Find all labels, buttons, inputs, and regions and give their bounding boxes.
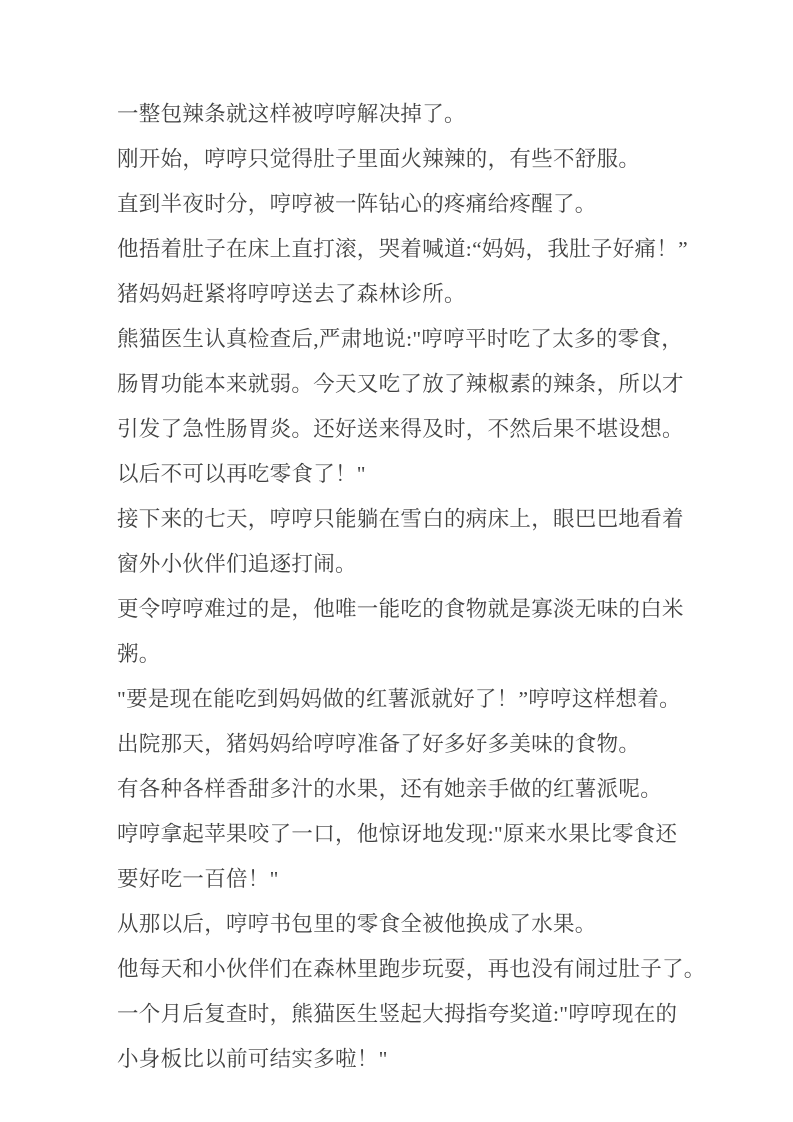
text-line: 哼哼拿起苹果咬了一口，他惊讶地发现:"原来水果比零食还 (117, 822, 678, 846)
text-line: 一整包辣条就这样被哼哼解决掉了。 (117, 102, 466, 126)
text-line: 他每天和小伙伴们在森林里跑步玩耍，再也没有闹过肚子了。 (117, 957, 706, 981)
text-line: 粥。 (117, 642, 161, 666)
text-line: "要是现在能吃到妈妈做的红薯派就好了！”哼哼这样想着。 (117, 687, 681, 711)
text-line: 小身板比以前可结实多啦！" (117, 1047, 388, 1071)
text-line: 窗外小伙伴们追逐打闹。 (117, 552, 357, 576)
text-line: 一个月后复查时，熊猫医生竖起大拇指夸奖道:"哼哼现在的 (117, 1002, 678, 1026)
text-line: 有各种各样香甜多汁的水果，还有她亲手做的红薯派呢。 (117, 777, 663, 801)
text-line: 接下来的七天，哼哼只能躺在雪白的病床上，眼巴巴地看着 (117, 507, 684, 531)
text-line: 从那以后，哼哼书包里的零食全被他换成了水果。 (117, 912, 597, 936)
text-line: 肠胃功能本来就弱。今天又吃了放了辣椒素的辣条，所以才 (117, 372, 684, 396)
story-text-block (117, 92, 717, 1082)
text-line: 熊猫医生认真检查后,严肃地说:"哼哼平时吃了太多的零食， (117, 327, 684, 351)
text-line: 要好吃一百倍！" (117, 867, 279, 891)
text-line: 刚开始，哼哼只觉得肚子里面火辣辣的，有些不舒服。 (117, 147, 641, 171)
text-line: 引发了急性肠胃炎。还好送来得及时，不然后果不堪设想。 (117, 417, 684, 441)
text-line: 更令哼哼难过的是，他唯一能吃的食物就是寡淡无味的白米 (117, 597, 684, 621)
text-line: 出院那天，猪妈妈给哼哼准备了好多好多美味的食物。 (117, 732, 641, 756)
text-line: 直到半夜时分，哼哼被一阵钻心的疼痛给疼醒了。 (117, 192, 597, 216)
text-line: 他捂着肚子在床上直打滚，哭着喊道:“妈妈，我肚子好痛！” (117, 237, 688, 261)
text-line: 以后不可以再吃零食了！" (117, 462, 366, 486)
text-line: 猪妈妈赶紧将哼哼送去了森林诊所。 (117, 282, 466, 306)
